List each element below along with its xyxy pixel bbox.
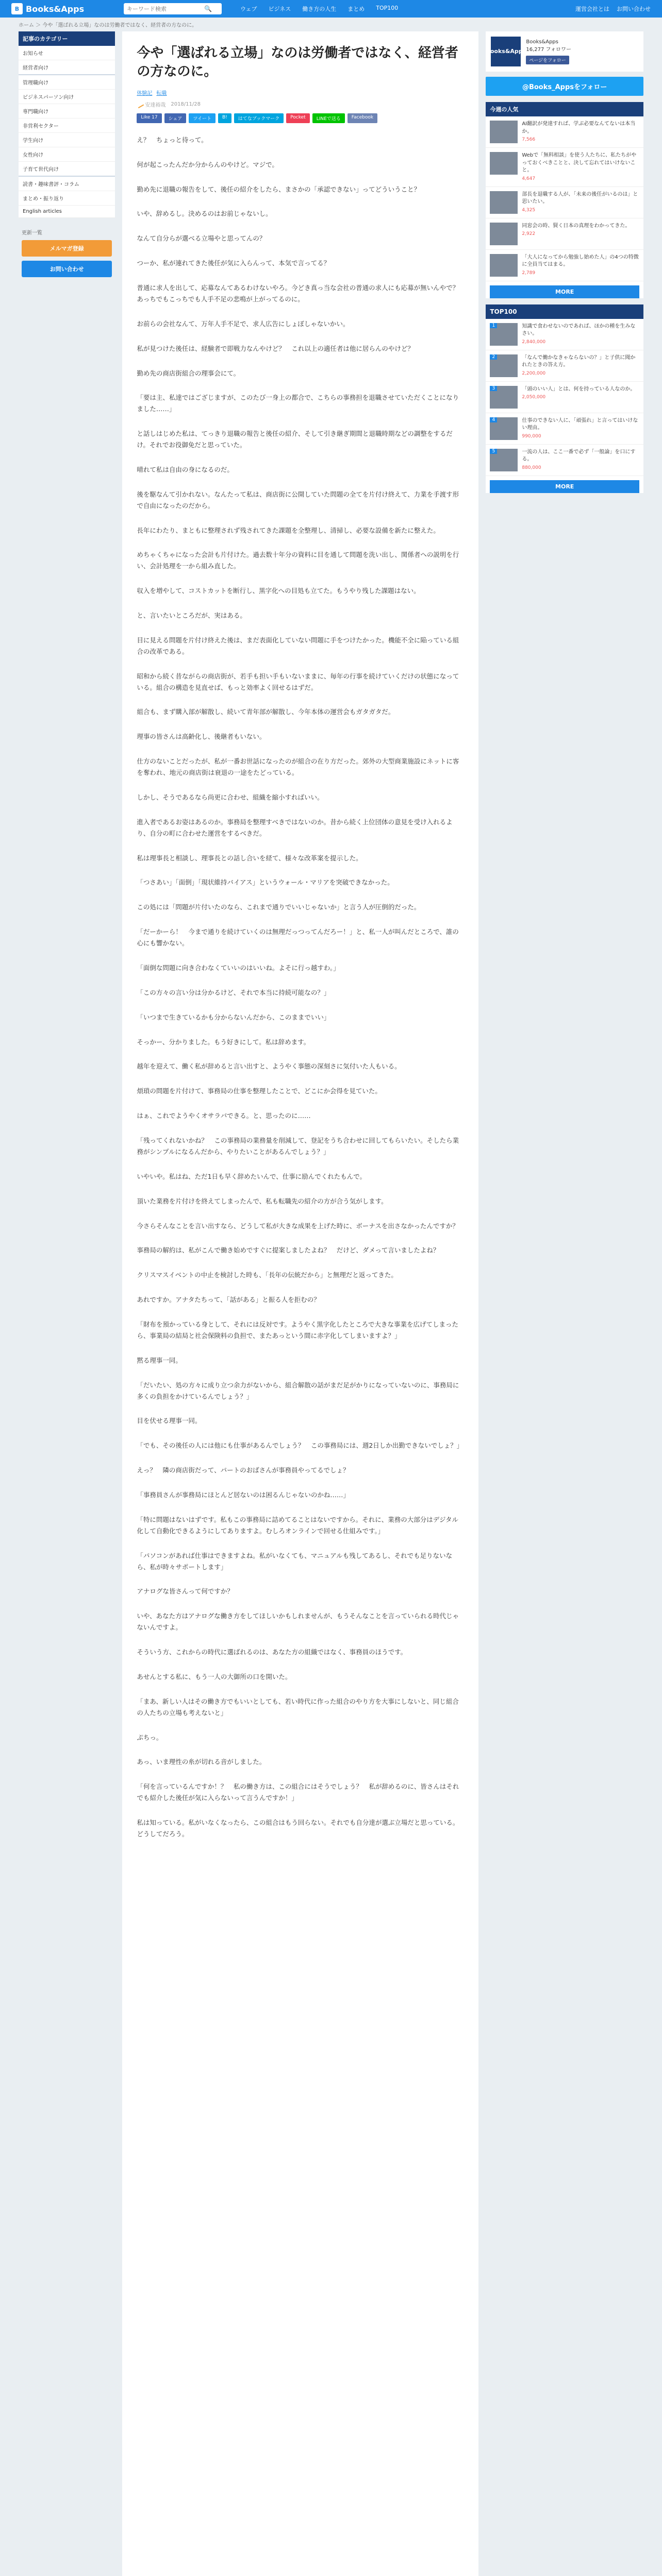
article-paragraph: 「面倒な問題に向き合わなくていいのはいいね。よそに行っ越すわ。」 xyxy=(137,963,340,972)
article-paragraph: 「パソコンがあれば仕事はできますよね。私がいなくても、マニュアルも残してあるし、それでも足りないなら、私が時々サポートします」 xyxy=(137,1551,453,1571)
contact-button[interactable]: お問い合わせ xyxy=(22,261,112,277)
share-button[interactable]: シェア xyxy=(164,113,187,123)
ranking-item[interactable] xyxy=(486,218,643,250)
ranking-item[interactable] xyxy=(486,148,643,187)
article-paragraph: 後を駆なんて引かれない。なんたって私は、商店街に公開していた問題の全てを片付け終えて、力業を手渡す形で自由になったのだから。 xyxy=(137,490,459,510)
ranking-info xyxy=(522,121,639,143)
site-logo[interactable] xyxy=(11,3,114,14)
article-paragraph: しかし、そうであるなら尚更に合わせ、組織を縮小すればいい。 xyxy=(137,793,324,801)
article-paragraph: と、言いたいところだが、実はある。 xyxy=(137,612,246,620)
article-paragraph: そっかー、分かりました。もう好きにして。私は辞めます。 xyxy=(137,1038,310,1046)
category-item[interactable]: ビジネスパーソン向け xyxy=(19,90,115,104)
article-paragraph: 「この方々の言い分は分かるけど、それで本当に持続可能なの？」 xyxy=(137,988,330,996)
thumbnail-image xyxy=(490,223,518,245)
view-count: 4,647 xyxy=(522,176,536,181)
article-paragraph: 目に見える問題を片付け終えた後は、まだ表面化していない問題に手をつけたかった。機能不全に陥っている組合の改革である。 xyxy=(137,636,459,655)
category-item[interactable]: 管理職向け xyxy=(19,75,115,90)
ranking-title: 仕事のできない人に、「頑張れ」と言ってはいけない理由。 xyxy=(522,417,638,431)
tag-link[interactable]: 転職 xyxy=(156,90,167,96)
ranking-item[interactable] xyxy=(486,250,643,281)
article-paragraph: 私は理事長と相談し、理事長との話し合いを経て、様々な改革案を提示した。 xyxy=(137,854,362,862)
popular-more-button[interactable]: MORE xyxy=(490,285,639,298)
category-item[interactable]: 専門職向け xyxy=(19,104,115,118)
article-paragraph: 理事の皆さんは高齢化し、後継者もいない。 xyxy=(137,733,266,741)
category-title: 記事のカテゴリー xyxy=(19,31,115,46)
view-count: 7,566 xyxy=(522,137,536,142)
view-count: 2,922 xyxy=(522,231,536,237)
category-item[interactable]: まとめ・振り返り xyxy=(19,191,115,206)
article-paragraph: なんて自分らが選べる立場やと思ってんの？ xyxy=(137,234,266,243)
article-paragraph: 「残ってくれないかね？ この事務局の業務量を削減して、登記をうち合わせに回してもらいたい。そしたら業務がシンプルになるんだから、やりたいことがあるんでしょう？」 xyxy=(137,1137,459,1156)
article-paragraph: つーか、私が連れてきた後任が気に入らんって、本気で言ってる？ xyxy=(137,259,330,267)
share-button[interactable]: ツイート xyxy=(189,113,216,123)
rank-number: 5 xyxy=(490,449,497,454)
article-paragraph: この処には「問題が片付いたのなら、これまで通りでいいじゃないか」と言う人が圧倒的だった。 xyxy=(137,903,421,911)
rank-number: 2 xyxy=(490,354,497,360)
article-paragraph: 組合も、まず購入部が解散し、続いて青年部が解散し、今年本体の運営会もガタガタだ。 xyxy=(137,708,395,716)
top100-more-button[interactable]: MORE xyxy=(490,480,639,493)
ranking-info xyxy=(522,254,639,277)
popular-panel xyxy=(486,102,643,298)
article-paragraph: 進入者であるお姿はあるのか。事務局を整理すべきではないのか。昔から続く上位団体の意見を受け入れるより、自分の町に合わせた運営をするべきだ。 xyxy=(137,818,453,837)
share-button[interactable]: B! xyxy=(218,113,231,123)
view-count: 4,325 xyxy=(522,207,536,213)
category-item[interactable]: お知らせ xyxy=(19,46,115,60)
article-paragraph: 「つさあい」「面倒」「現状維持バイアス」というウォール・マリアを突破できなかった。 xyxy=(137,878,394,887)
article xyxy=(122,31,478,2576)
ranking-info xyxy=(522,354,639,377)
follower-count: 16,277 フォロワー xyxy=(526,46,572,53)
article-meta xyxy=(137,100,464,108)
share-button[interactable]: LINEで送る xyxy=(312,113,345,123)
search-input[interactable] xyxy=(127,6,204,12)
rank-number: 3 xyxy=(490,386,497,391)
article-paragraph: と話しはじめた私は、てっきり退職の報告と後任の紹介、そして引き継ぎ期間と退職時期などの調整をするだけ。それでお役御免だと思っていた。 xyxy=(137,430,453,449)
category-item[interactable]: 読書・趣味書評・コラム xyxy=(19,177,115,191)
thumbnail-image xyxy=(490,354,518,377)
rank-number: 1 xyxy=(490,323,497,328)
article-paragraph: 仕方のないことだったが、私が一番お世話になったのが組合の在り方だった。郊外の大型商業施設にネットに客を奪われ、地元の商店街は衰退の一途をたどっている。 xyxy=(137,757,459,777)
thumbnail-image xyxy=(490,417,518,440)
article-paragraph: 黙る理事一同。 xyxy=(137,1356,182,1364)
facebook-follow-card xyxy=(486,31,643,72)
right-sidebar xyxy=(486,31,643,2576)
logo-mark-icon: B xyxy=(11,3,23,14)
article-paragraph: お前らの会社なんて、万年人手不足で、求人広告にしょぼしゃないかい。 xyxy=(137,319,350,328)
article-paragraph: いや、あなた方はアナログな働き方をしてほしいかもしれませんが、もうそんなことを言っていられる時代じゃないんですよ。 xyxy=(137,1612,459,1632)
ranking-info xyxy=(522,152,639,182)
thumbnail-image xyxy=(490,386,518,409)
article-paragraph: クリスマスイベントの中止を検討した時も、「長年の伝統だから」と無理だと返ってきた。 xyxy=(137,1271,398,1279)
article-paragraph: 「何を言っているんですか！？ 私の働き方は、この組合にはそうでしょう？ 私が辞めるのに、皆さんはそれでも紹介した後任が気に入らないって言うんですか！」 xyxy=(137,1783,459,1802)
article-paragraph: ぷちっ。 xyxy=(137,1733,163,1741)
article-tags xyxy=(137,89,464,96)
article-paragraph: 今さらそんなことを言い出すなら、どうして私が大きな成果を上げた時に、ボーナスを出さなかったんですか？ xyxy=(137,1222,459,1230)
article-paragraph: え？ ちょっと待って。 xyxy=(137,135,208,144)
article-paragraph: 勤め先に退職の報告をして、後任の紹介をしたら、まさかの「承認できない」ってどういうこと？ xyxy=(137,185,421,193)
author[interactable] xyxy=(137,100,166,108)
article-paragraph: 頂いた業務を片付けを終えてしまったんで、私も転職先の紹介の方が合う気がします。 xyxy=(137,1197,388,1205)
view-count: 990,000 xyxy=(522,433,541,439)
ranking-info xyxy=(522,417,639,440)
ranking-info xyxy=(522,223,630,245)
article-paragraph: 私が見つけた後任は、経験者で即戦力なんやけど？ これ以上の適任者は他に居らんのやけど？ xyxy=(137,344,414,352)
top100-list xyxy=(486,319,643,476)
ranking-info xyxy=(522,386,635,409)
ranking-item[interactable] xyxy=(486,413,643,445)
category-list xyxy=(19,46,115,218)
article-paragraph: めちゃくちゃになった会計も片付けた。過去数十年分の資料に目を通して問題を洗い出し、関係者への説明を行い、会計処理を一から組み直した。 xyxy=(137,551,459,570)
thumbnail-image xyxy=(490,191,518,214)
article-body xyxy=(137,134,464,1840)
view-count: 2,789 xyxy=(522,270,536,276)
rank-number: 4 xyxy=(490,417,497,422)
brand-name: Books&Apps xyxy=(526,39,558,45)
thumbnail-image xyxy=(490,449,518,471)
category-item[interactable]: English articles xyxy=(19,206,115,218)
article-paragraph: いやいや。私はね、ただ1日も早く辞めたいんで、仕事に励んでくれたもんで。 xyxy=(137,1172,367,1180)
ranking-item[interactable] xyxy=(486,382,643,413)
ranking-info xyxy=(522,449,639,471)
thumbnail-image xyxy=(490,254,518,277)
ranking-title: 一流の人は、ここ一番で必ず「一般論」を口にする。 xyxy=(522,449,636,463)
top-right-links xyxy=(575,5,651,13)
article-paragraph: 目を伏せる理事一同。 xyxy=(137,1417,202,1425)
search-icon[interactable]: 🔍 xyxy=(204,5,212,12)
article-paragraph: 「だいたい、処の方々に成り立つ余力がないから、組合解散の話がまだ足がかりになっていないのに、事務局に多くの負担をかけているんでしょう？」 xyxy=(137,1381,459,1400)
newsletter-button[interactable]: メルマガ登録 xyxy=(22,240,112,257)
thumbnail-image xyxy=(490,323,518,346)
article-paragraph: 普通に求人を出して、応募なんてあるわけないやろ。今どき真っ当な会社の普通の求人にも応募が無いんやで？ あっちでもこっちでも人手不足の悲鳴が上がってるのに。 xyxy=(137,284,466,303)
article-paragraph: 「財布を預かっている身として、それには反対です。ようやく黒字化したところで大きな事業を広げてしまったら、事業局の結局と社会保険料の負担で、またあっという間に赤字化してしまいますよ？」 xyxy=(137,1320,458,1340)
ranking-item[interactable] xyxy=(486,116,643,148)
view-count: 2,050,000 xyxy=(522,395,546,400)
ranking-item[interactable] xyxy=(486,187,643,218)
article-paragraph: あせんとする私に、もう一人の大御所の口を開いた。 xyxy=(137,1672,292,1681)
category-item[interactable]: 子育て世代向け xyxy=(19,162,115,177)
article-paragraph: はぁ、これでようやくオサラバできる。と、思ったのに…… xyxy=(137,1112,311,1120)
ranking-title: 同窓会の時、賢く日本の真理をわかってきた。 xyxy=(522,223,631,229)
brand-logo: Books&Apps xyxy=(491,37,521,66)
ranking-item[interactable] xyxy=(486,350,643,382)
article-paragraph: 私は知っている。私がいなくなったら、この組合はもう回らない。それでも自分達が選ぶ立場だと思っている。どうしてだろう。 xyxy=(137,1819,459,1838)
top100-title: TOP100 xyxy=(486,304,643,319)
popular-list xyxy=(486,116,643,281)
share-button[interactable]: Like 17 xyxy=(137,113,161,123)
left-sidebar xyxy=(19,31,115,2576)
article-paragraph: 収入を増やして、コストカットを断行し、黒字化への目処も立てた。もうやり残した課題はない。 xyxy=(137,587,420,595)
search-box xyxy=(124,3,222,14)
ranking-title: 「大人になってから勉強し始めた人」の4つの特徴に全員当てはまる。 xyxy=(522,254,639,268)
ranking-title: AI翻訳が発達すれば、学ぶ必要なんてないは本当か。 xyxy=(522,121,636,134)
popular-title: 今週の人気 xyxy=(486,102,643,116)
category-panel xyxy=(19,31,115,218)
thumbnail-image xyxy=(490,152,518,175)
article-paragraph: 「特に問題はないはずです。私もこの事務局に詰めてることはないですから。それに、業務の大部分はデジタル化して自動化できるようにしてありますよ。むしろオンラインで回せる仕組みです。」 xyxy=(137,1515,458,1535)
article-paragraph: えっ？ 隣の商店街だって、パートのおばさんが事務員やってるでしょ？ xyxy=(137,1466,350,1475)
ranking-title: 「なんで働かなきゃならないの？」と子供に聞かれたときの答え方。 xyxy=(522,354,636,368)
author-name: 安達裕哉 xyxy=(145,102,166,108)
top100-panel xyxy=(486,304,643,493)
article-paragraph: 「事務員さんが事務局にほとんど居ないのは困るんじゃないのかね……」 xyxy=(137,1491,350,1499)
link-company[interactable]: 運営会社とは xyxy=(575,6,609,12)
facebook-follow-button[interactable]: ページをフォロー xyxy=(526,56,569,64)
article-paragraph: 「いつまで生きているかも分からないんだから、このままでいい」 xyxy=(137,1013,330,1021)
article-paragraph: あれですか。アナタたちって、「話がある」と振る人を拒むの？ xyxy=(137,1296,320,1304)
breadcrumb: ホーム ＞ 今や「選ばれる立場」なのは労働者ではなく、経営者の方なのに。 xyxy=(19,23,197,28)
view-count: 2,840,000 xyxy=(522,339,546,345)
nav-item-life[interactable]: 働き方の人生 xyxy=(302,6,337,12)
article-paragraph: 長年にわたり、まともに整理されず残されてきた課題を全整理し、清掃し、必要な設備を新たに整えた。 xyxy=(137,526,440,534)
share-button[interactable]: Pocket xyxy=(286,113,310,123)
update-note: 更新一覧 xyxy=(22,230,42,236)
article-paragraph: いや、辞めるし。決めるのはお前じゃないし。 xyxy=(137,210,272,218)
view-count: 2,200,000 xyxy=(522,370,546,376)
article-paragraph: 晴れて私は自由の身になるのだ。 xyxy=(137,465,234,473)
category-item[interactable]: 非営利セクター xyxy=(19,118,115,133)
article-paragraph: そういう方、これからの時代に選ばれるのは、あなた方の組織ではなく、事務員のほうです。 xyxy=(137,1648,407,1656)
ranking-item[interactable] xyxy=(486,319,643,350)
category-item[interactable]: 学生向け xyxy=(19,133,115,147)
share-buttons xyxy=(137,113,464,123)
ranking-title: 部長を退職する人が、「未来の後任がいるのは」と思いたい。 xyxy=(522,191,638,205)
article-paragraph: 煩瑣の問題を片付けて、事務局の仕事を整理したことで、どこにか会得を見ていた。 xyxy=(137,1087,382,1095)
ranking-info xyxy=(522,323,639,346)
pen-icon xyxy=(136,100,144,108)
article-paragraph: 「まあ、新しい人はその働き方でもいいとしても、若い時代に作った組合のやり方を大事にしないと、同じ組合の人たちの立場も考えないと」 xyxy=(137,1697,459,1717)
article-paragraph: 何が起こったんだか分からんのやけど。マジで。 xyxy=(137,160,278,168)
ranking-title: 知識で食わせないのであれば、ほかの種を生みなさい。 xyxy=(522,323,636,337)
article-paragraph: 昭和から続く昔ながらの商店街が、若手も担い手もいないままに、毎年の行事を続けていくだけの状態になっている。組合の構造を見直せば、もっと効率よく回せるはずだ。 xyxy=(137,672,459,691)
article-title: 今や「選ばれる立場」なのは労働者ではなく、経営者の方なのに。 xyxy=(137,45,458,80)
tag-link[interactable]: 体験記 xyxy=(137,90,153,96)
category-item[interactable]: 経営者向け xyxy=(19,60,115,75)
article-paragraph: 「だーかーら！ 今まで通りを続けていくのは無理だっつってんだろー！」と、私一人が叫んだところで、誰の心にも響かない。 xyxy=(137,928,459,947)
publish-date: 2018/11/28 xyxy=(171,101,201,107)
nav-item-matome[interactable]: まとめ xyxy=(347,6,365,12)
category-item[interactable]: 女性向け xyxy=(19,147,115,162)
share-button[interactable]: Facebook xyxy=(347,113,377,123)
nav-item-web[interactable]: ウェブ xyxy=(240,6,257,12)
ranking-info xyxy=(522,191,639,214)
article-paragraph: アナログな皆さんって何ですか？ xyxy=(137,1587,234,1596)
article-paragraph: あっ、いま理性の糸が切れる音がしました。 xyxy=(137,1758,266,1766)
article-paragraph: 「要は主、私達ではござじますが、このたび一身上の都合で、こちらの事務担を退職させていただくことになりました……」 xyxy=(137,394,459,413)
ranking-title: Webで「無料相談」を使う人たちに、私たちがやっておくべきことと、決して忘れてはいけないこと。 xyxy=(522,152,637,174)
ranking-item[interactable] xyxy=(486,445,643,476)
top-bar xyxy=(0,0,662,18)
article-paragraph: 勤め先の商店街組合の理事会にて。 xyxy=(137,369,240,377)
thumbnail-image xyxy=(490,121,518,143)
nav-item-top100[interactable]: TOP100 xyxy=(376,5,399,11)
article-paragraph: 「でも、その後任の人には他にも仕事があるんでしょう？ この事務局には、週2日しか出勤できないでしょ？」 xyxy=(137,1442,464,1450)
top-nav xyxy=(240,5,398,13)
article-paragraph: 越年を迎えて、働く私が辞めると言い出すと、ようやく事態の深刻さに気付いた人もいる。 xyxy=(137,1062,401,1071)
article-paragraph: 事務局の解約は、私がこんで働き始めですぐに提案しましたよね？ だけど、ダメって言いましたよね？ xyxy=(137,1246,440,1255)
twitter-follow-button[interactable]: @Books_Appsをフォロー xyxy=(486,77,643,96)
link-contact[interactable]: お問い合わせ xyxy=(617,6,651,12)
nav-item-business[interactable]: ビジネス xyxy=(268,6,291,12)
share-button[interactable]: はてなブックマーク xyxy=(234,113,284,123)
ranking-title: 「頭のいい人」とは、何を持っている人なのか。 xyxy=(522,386,636,392)
view-count: 880,000 xyxy=(522,465,541,470)
logo-text: Books&Apps xyxy=(26,4,85,14)
